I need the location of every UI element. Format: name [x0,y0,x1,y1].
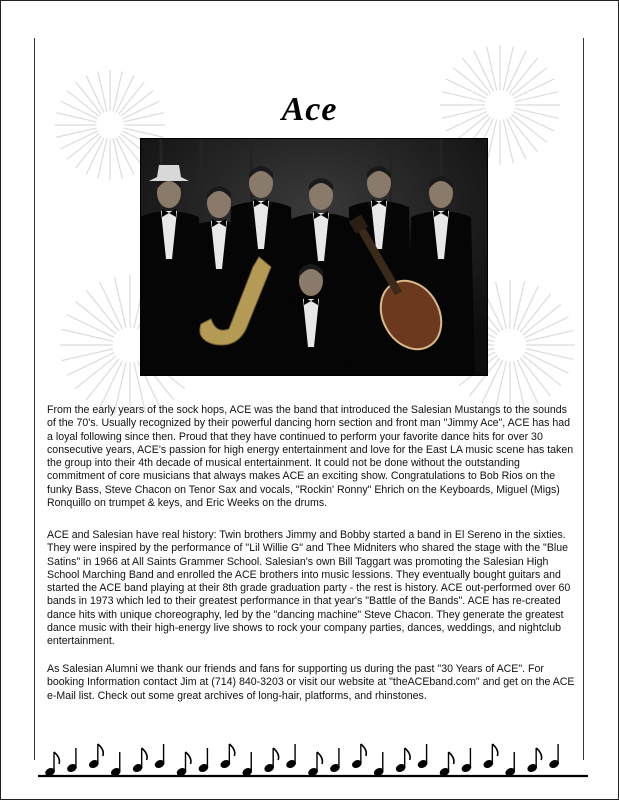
paragraph-intro: From the early years of the sock hops, ACE was the band that introduced the Salesian Mustangs to the sounds of the 70's. Usually recognized by their powerful dancing horn section and front man "Jimmy Ace", ACE has had a loyal following since then. Proud that they have continued to perform your favorite dance hits for over 30 consecutive years, ACE's passion for high energy entertainment and love for the East LA music scene has taken the group into their 4th decade of musical entertainment. It could not be done without the outstanding commitment of core musicians that always makes ACE an exciting show. Congratulations to Bob Rios on the funky Bass, Steve Chacon on Tenor Sax and vocals, "Rockin' Ronny" Ehrich on the Keyboards, Miguel (Migs) Ronquillo on trumpet & keys, and Eric Weeks on the drums. [47,404,574,510]
paragraph-history: ACE and Salesian have real history: Twin brothers Jimmy and Bobby started a band in El Sereno in the sixties. They were inspired by the performance of "Lil Willie G" and Thee Midniters who shared the stage with the "Blue Satins" in 1966 at All Saints Grammer School. Salesian's own Bill Taggart was promoting the Salesian High School Marching Band and enrolled the ACE brothers into music lessions. They eventually bought guitars and started the ACE band playing at their 8th grade graduation party - the rest is history. ACE out-performed over 60 bands in 1973 which led to their greatest performance in that year's "Battle of the Bands". ACE has re-created dance hits with unique choreography, led by the "dancing machine" Steve Chacon. They generate the greatest dance music with their high-energy live shows to rock your company parties, dances, weddings, and nightclub entertainment. [47,529,571,648]
band-photo [140,138,488,376]
music-notes-icon [38,740,588,790]
right-rule [583,38,584,760]
band-photo-icon [141,139,487,375]
page-title: Ace [281,90,338,128]
left-rule [34,38,35,760]
paragraph-contact: As Salesian Alumni we thank our friends and fans for supporting us during the past "30 Years of ACE". For booking Information contact Jim at (714) 840-3203 or visit our website at "theACEband.com" and get on the ACE e-Mail list. Check out some great archives of long-hair, platforms, and rhinstones. [47,663,575,702]
